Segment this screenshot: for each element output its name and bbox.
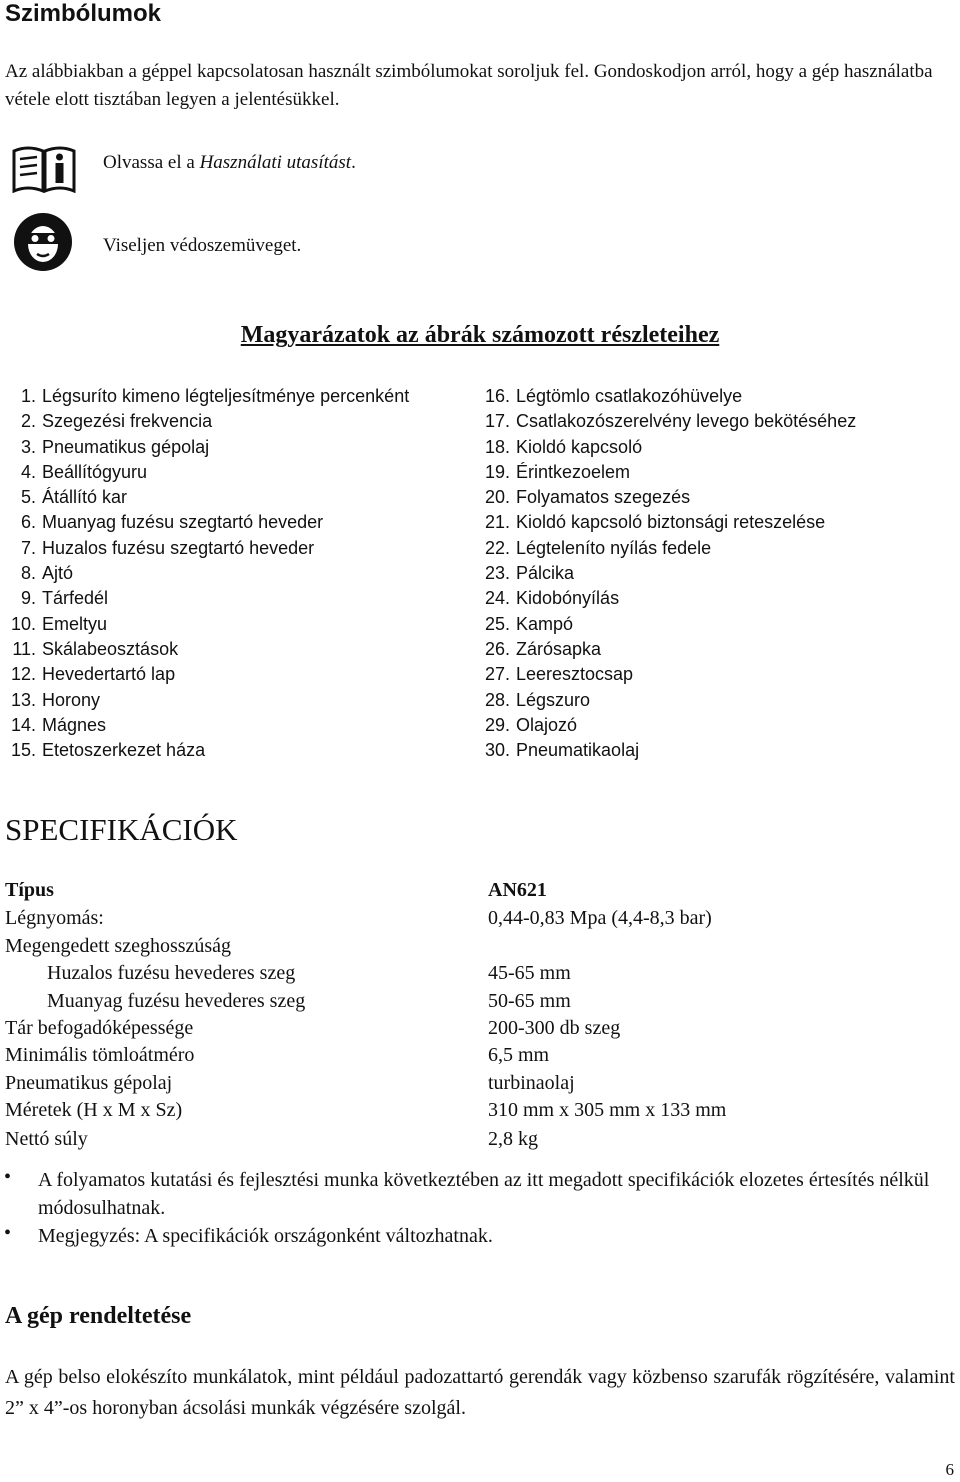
legend-item-number: 20. bbox=[484, 487, 510, 508]
symbol-read-manual-text: Olvassa el a Használati utasítást. bbox=[103, 152, 356, 173]
legend-item-number: 14. bbox=[10, 714, 36, 735]
legend-item bbox=[10, 485, 409, 510]
purpose-paragraph: A gép belso elokészíto munkálatok, mint például padozattartó gerendák vagy közbenso szarufák rögzítésére, valamint 2” x 4”-os horonyban ácsolási munkák végzésére szolgál. bbox=[5, 1366, 955, 1419]
spec-value: 45-65 mm bbox=[488, 962, 571, 984]
legend-item bbox=[476, 662, 856, 687]
legend-item-text: Huzalos fuzésu szegtartó heveder bbox=[42, 537, 315, 558]
legend-item bbox=[476, 460, 856, 485]
bullet-icon: • bbox=[4, 1166, 12, 1188]
legend-item-text: Etetoszerkezet háza bbox=[42, 740, 206, 761]
legend-item bbox=[10, 460, 409, 485]
legend-item-number: 4. bbox=[20, 461, 36, 482]
legend-item-text: Kampó bbox=[516, 613, 574, 634]
read-manual-icon bbox=[12, 143, 76, 198]
legend-item-text: Pneumatikus gépolaj bbox=[42, 436, 210, 457]
legend-right-column bbox=[476, 384, 856, 763]
spec-note: A folyamatos kutatási és fejlesztési munka következtében az itt megadott specifikációk elozetes értesítés nélkül módosulhatnak. bbox=[38, 1169, 930, 1219]
legend-item bbox=[10, 510, 409, 535]
legend-item bbox=[476, 713, 856, 738]
legend-item-number: 25. bbox=[484, 613, 510, 634]
intro-paragraph: Az alábbiakban a géppel kapcsolatosan használt szimbólumokat soroljuk fel. Gondoskodjon arról, hogy a gép használatba vétele elott tisztában legyen a jelentésükkel. bbox=[5, 61, 933, 110]
legend-item-number: 8. bbox=[20, 563, 36, 584]
legend-item bbox=[10, 586, 409, 611]
legend-item bbox=[476, 510, 856, 535]
spec-value: turbinaolaj bbox=[488, 1072, 575, 1094]
legend-item-text: Légsuríto kimeno légteljesítménye percenként bbox=[42, 386, 410, 406]
legend-item-number: 18. bbox=[484, 436, 510, 457]
legend-item-text: Érintkezoelem bbox=[516, 461, 631, 482]
spec-value: 310 mm x 305 mm x 133 mm bbox=[488, 1099, 727, 1121]
legend-item-text: Mágnes bbox=[42, 714, 107, 735]
legend-item-number: 7. bbox=[20, 537, 36, 558]
legend-item-number: 12. bbox=[10, 664, 36, 685]
spec-label: Méretek (H x M x Sz) bbox=[5, 1099, 183, 1121]
spec-type-label: Típus bbox=[5, 879, 54, 901]
legend-heading: Magyarázatok az ábrák számozott részleteihez bbox=[240, 322, 720, 348]
spec-type-value: AN621 bbox=[488, 879, 547, 901]
legend-item bbox=[10, 384, 409, 409]
legend-item bbox=[476, 688, 856, 713]
legend-item-number: 1. bbox=[20, 386, 36, 406]
legend-item bbox=[10, 536, 409, 561]
spec-value: 200-300 db szeg bbox=[488, 1017, 621, 1039]
legend-item-text: Pneumatikaolaj bbox=[516, 740, 640, 761]
legend-item-number: 17. bbox=[484, 411, 510, 432]
legend-item-text: Muanyag fuzésu szegtartó heveder bbox=[42, 512, 324, 533]
legend-item bbox=[476, 612, 856, 637]
legend-item-number: 21. bbox=[484, 512, 510, 533]
legend-item bbox=[476, 409, 856, 434]
legend-item-text: Folyamatos szegezés bbox=[516, 487, 691, 508]
legend-item-text: Leeresztocsap bbox=[516, 664, 634, 685]
legend-item-number: 27. bbox=[484, 664, 510, 685]
legend-item bbox=[476, 561, 856, 586]
legend-item-number: 2. bbox=[20, 411, 36, 432]
page-title: Szimbólumok bbox=[5, 0, 162, 27]
legend-item-text: Légtömlo csatlakozóhüvelye bbox=[516, 386, 743, 406]
legend-item-text: Beállítógyuru bbox=[42, 461, 148, 482]
legend-item-number: 19. bbox=[484, 461, 510, 482]
legend-item bbox=[10, 435, 409, 460]
legend-item bbox=[10, 612, 409, 637]
legend-item-text: Pálcika bbox=[516, 563, 575, 584]
spec-note: Megjegyzés: A specifikációk országonként változhatnak. bbox=[38, 1225, 493, 1247]
legend-item-number: 9. bbox=[20, 588, 36, 609]
legend-item-text: Légteleníto nyílás fedele bbox=[516, 537, 712, 558]
legend-item bbox=[476, 384, 856, 409]
legend-item-text: Légszuro bbox=[516, 689, 591, 710]
legend-item bbox=[10, 662, 409, 687]
legend-item-text: Olajozó bbox=[516, 714, 578, 735]
spec-label: Nettó súly bbox=[5, 1128, 88, 1150]
spec-value: 0,44-0,83 Mpa (4,4-8,3 bar) bbox=[488, 907, 712, 929]
legend-item-text: Hevedertartó lap bbox=[42, 664, 176, 685]
legend-item-text: Tárfedél bbox=[42, 588, 109, 609]
legend-item-number: 23. bbox=[484, 563, 510, 584]
legend-item-number: 24. bbox=[484, 588, 510, 609]
legend-item-number: 16. bbox=[484, 386, 510, 406]
legend-item-number: 15. bbox=[10, 740, 36, 761]
spec-label: Huzalos fuzésu hevederes szeg bbox=[47, 962, 296, 984]
legend-item-text: Zárósapka bbox=[516, 638, 602, 659]
legend-item bbox=[476, 738, 856, 763]
legend-item-text: Átállító kar bbox=[42, 487, 128, 508]
legend-item bbox=[476, 536, 856, 561]
spec-label: Tár befogadóképessége bbox=[5, 1017, 194, 1039]
spec-label: Minimális tömloátméro bbox=[5, 1044, 195, 1066]
legend-item-number: 13. bbox=[10, 689, 36, 710]
legend-item-text: Szegezési frekvencia bbox=[42, 411, 213, 432]
legend-left-column bbox=[10, 384, 409, 763]
safety-goggles-icon bbox=[12, 211, 74, 278]
legend-item-text: Kioldó kapcsoló bbox=[516, 436, 643, 457]
legend-item-text: Skálabeosztások bbox=[42, 638, 179, 659]
legend-item bbox=[10, 713, 409, 738]
legend-item-text: Horony bbox=[42, 689, 101, 710]
specifications-heading: SPECIFIKÁCIÓK bbox=[5, 812, 238, 847]
legend-item-text: Ajtó bbox=[42, 563, 74, 584]
legend-item bbox=[10, 409, 409, 434]
spec-label: Megengedett szeghosszúság bbox=[5, 935, 232, 957]
legend-item-number: 29. bbox=[484, 714, 510, 735]
legend-item bbox=[10, 688, 409, 713]
legend-item-text: Csatlakozószerelvény levego bekötéséhez bbox=[516, 411, 857, 432]
legend-item-number: 10. bbox=[10, 613, 36, 634]
legend-item bbox=[476, 637, 856, 662]
legend-item-number: 11. bbox=[12, 638, 36, 659]
legend-item-number: 30. bbox=[484, 740, 510, 761]
spec-label: Muanyag fuzésu hevederes szeg bbox=[47, 990, 306, 1012]
legend-item-text: Emeltyu bbox=[42, 613, 108, 634]
purpose-heading: A gép rendeltetése bbox=[5, 1303, 192, 1329]
legend-item-text: Kidobónyílás bbox=[516, 588, 620, 609]
legend-item-text: Kioldó kapcsoló biztonsági reteszelése bbox=[516, 512, 826, 533]
legend-item bbox=[10, 637, 409, 662]
bullet-icon: • bbox=[4, 1222, 12, 1244]
spec-value: 2,8 kg bbox=[488, 1128, 538, 1150]
legend-item-number: 6. bbox=[20, 512, 36, 533]
spec-value: 6,5 mm bbox=[488, 1044, 550, 1066]
page-number: 6 bbox=[945, 1460, 954, 1479]
legend-item-number: 28. bbox=[484, 689, 510, 710]
legend-item bbox=[476, 435, 856, 460]
legend-item bbox=[476, 586, 856, 611]
symbol-goggles-text: Viseljen védoszemüveget. bbox=[103, 235, 302, 256]
legend-item bbox=[10, 561, 409, 586]
legend-item-number: 5. bbox=[20, 487, 36, 508]
legend-item-number: 3. bbox=[20, 436, 36, 457]
legend-item-number: 26. bbox=[484, 638, 510, 659]
spec-label: Pneumatikus gépolaj bbox=[5, 1072, 173, 1094]
spec-label: Légnyomás: bbox=[5, 907, 104, 929]
spec-value: 50-65 mm bbox=[488, 990, 571, 1012]
legend-item bbox=[10, 738, 409, 763]
legend-item bbox=[476, 485, 856, 510]
legend-item-number: 22. bbox=[484, 537, 510, 558]
